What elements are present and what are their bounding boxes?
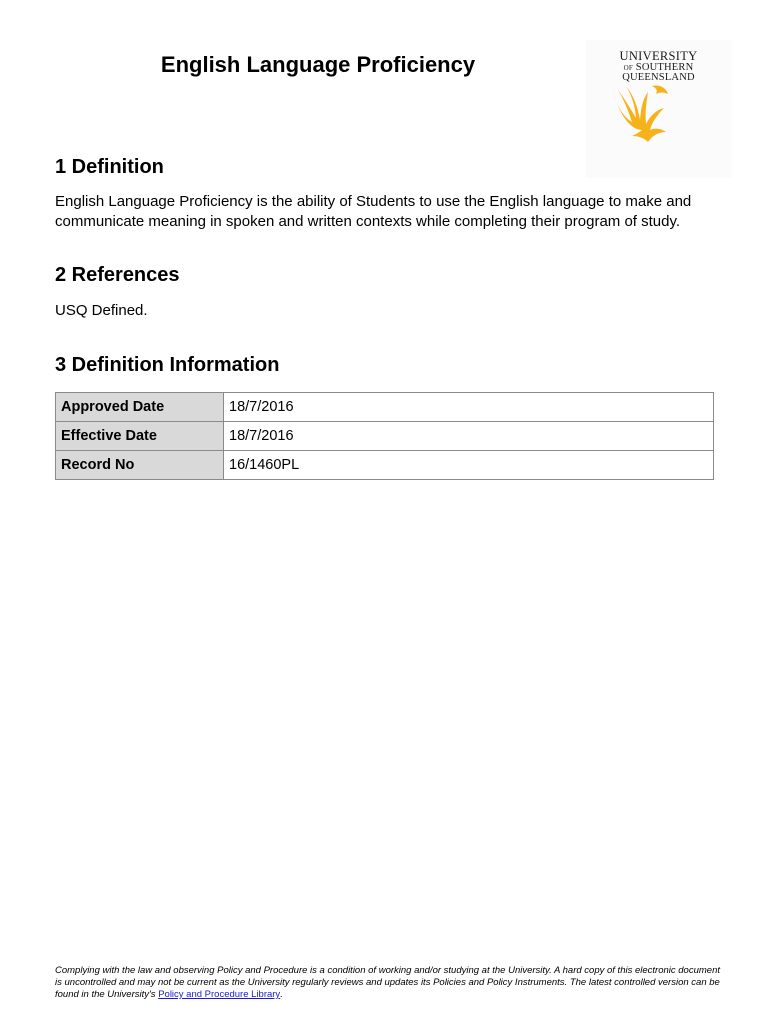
record-no-value: 16/1460PL xyxy=(224,451,714,480)
footer-end: . xyxy=(280,989,283,1000)
logo-wordmark xyxy=(586,50,731,84)
logo-line-2-main: SOUTHERN xyxy=(635,61,694,73)
section-definition-body: English Language Proficiency is the ability of Students to use the English language to make and communicate meaning in spoken and written contexts while completing their program of study. xyxy=(55,193,692,230)
table-row xyxy=(56,393,714,422)
document-title: English Language Proficiency xyxy=(160,52,476,77)
table-row xyxy=(56,422,714,451)
policy-library-link[interactable]: Policy and Procedure Library xyxy=(158,989,281,1000)
logo-line-3: QUEENSLAND xyxy=(622,72,695,83)
approved-date-label: Approved Date xyxy=(56,393,224,422)
section-definition-information-heading: 3 Definition Information xyxy=(55,354,280,376)
footer-text: Complying with the law and observing Policy and Procedure is a condition of working and/or studying at the University. A hard copy of this electronic document is uncontrolled and may not be current as the University regularly reviews and updates its Policies and Policy Instruments. The latest controlled version can be found in the University's xyxy=(55,965,720,1000)
footer-disclaimer xyxy=(55,965,725,1001)
effective-date-label: Effective Date xyxy=(56,422,224,451)
logo-line-2-prefix: OF xyxy=(623,63,633,72)
table-row xyxy=(56,451,714,480)
definition-information-table xyxy=(55,392,714,480)
section-definition-heading: 1 Definition xyxy=(55,156,164,178)
phoenix-icon xyxy=(608,82,674,148)
university-logo xyxy=(586,40,731,178)
section-references-heading: 2 References xyxy=(55,264,180,286)
section-references-body: USQ Defined. xyxy=(55,302,148,319)
logo-line-1: UNIVERSITY xyxy=(619,49,698,63)
approved-date-value: 18/7/2016 xyxy=(224,393,714,422)
effective-date-value: 18/7/2016 xyxy=(224,422,714,451)
record-no-label: Record No xyxy=(56,451,224,480)
